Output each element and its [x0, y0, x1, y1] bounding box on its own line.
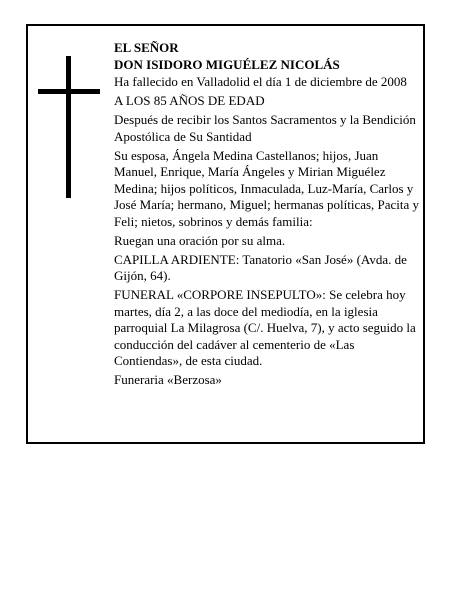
cross-horizontal-bar — [38, 89, 100, 94]
family-list: Su esposa, Ángela Medina Castellanos; hijos, Juan Manuel, Enrique, María Ángeles y Mirian Miguélez Medina; hijos políticos, Inmaculada, Luz-María, Carlos y José María; hermano, Miguel; hermanas políticas, Pacita y Feli; nietos, sobrinos y demás familia: — [114, 147, 420, 229]
deceased-name: DON ISIDORO MIGUÉLEZ NICOLÁS — [114, 56, 340, 72]
cross-vertical-bar — [66, 56, 71, 198]
sacraments-line: Después de recibir los Santos Sacramentos y la Bendición Apostólica de Su Santidad — [114, 112, 416, 144]
obituary-text — [114, 40, 424, 391]
death-info: Ha fallecido en Valladolid el día 1 de diciembre de 2008 — [114, 74, 407, 89]
chapel-info: CAPILLA ARDIENTE: Tanatorio «San José» (Avda. de Gijón, 64). — [114, 251, 407, 283]
funeral-home: Funeraria «Berzosa» — [114, 372, 222, 387]
obituary-notice — [26, 24, 425, 444]
title-line-1: EL SEÑOR — [114, 40, 179, 55]
latin-cross-icon — [38, 56, 100, 198]
funeral-info: FUNERAL «CORPORE INSEPULTO»: Se celebra hoy martes, día 2, a las doce del mediodía, en la iglesia parroquial La Milagrosa (C/. Huelva, 7), y acto seguido la conducción del cadáver al cementerio de «Las Contiendas», de esta ciudad. — [114, 287, 416, 368]
age-line: A LOS 85 AÑOS DE EDAD — [114, 93, 265, 108]
prayer-request: Ruegan una oración por su alma. — [114, 232, 286, 248]
